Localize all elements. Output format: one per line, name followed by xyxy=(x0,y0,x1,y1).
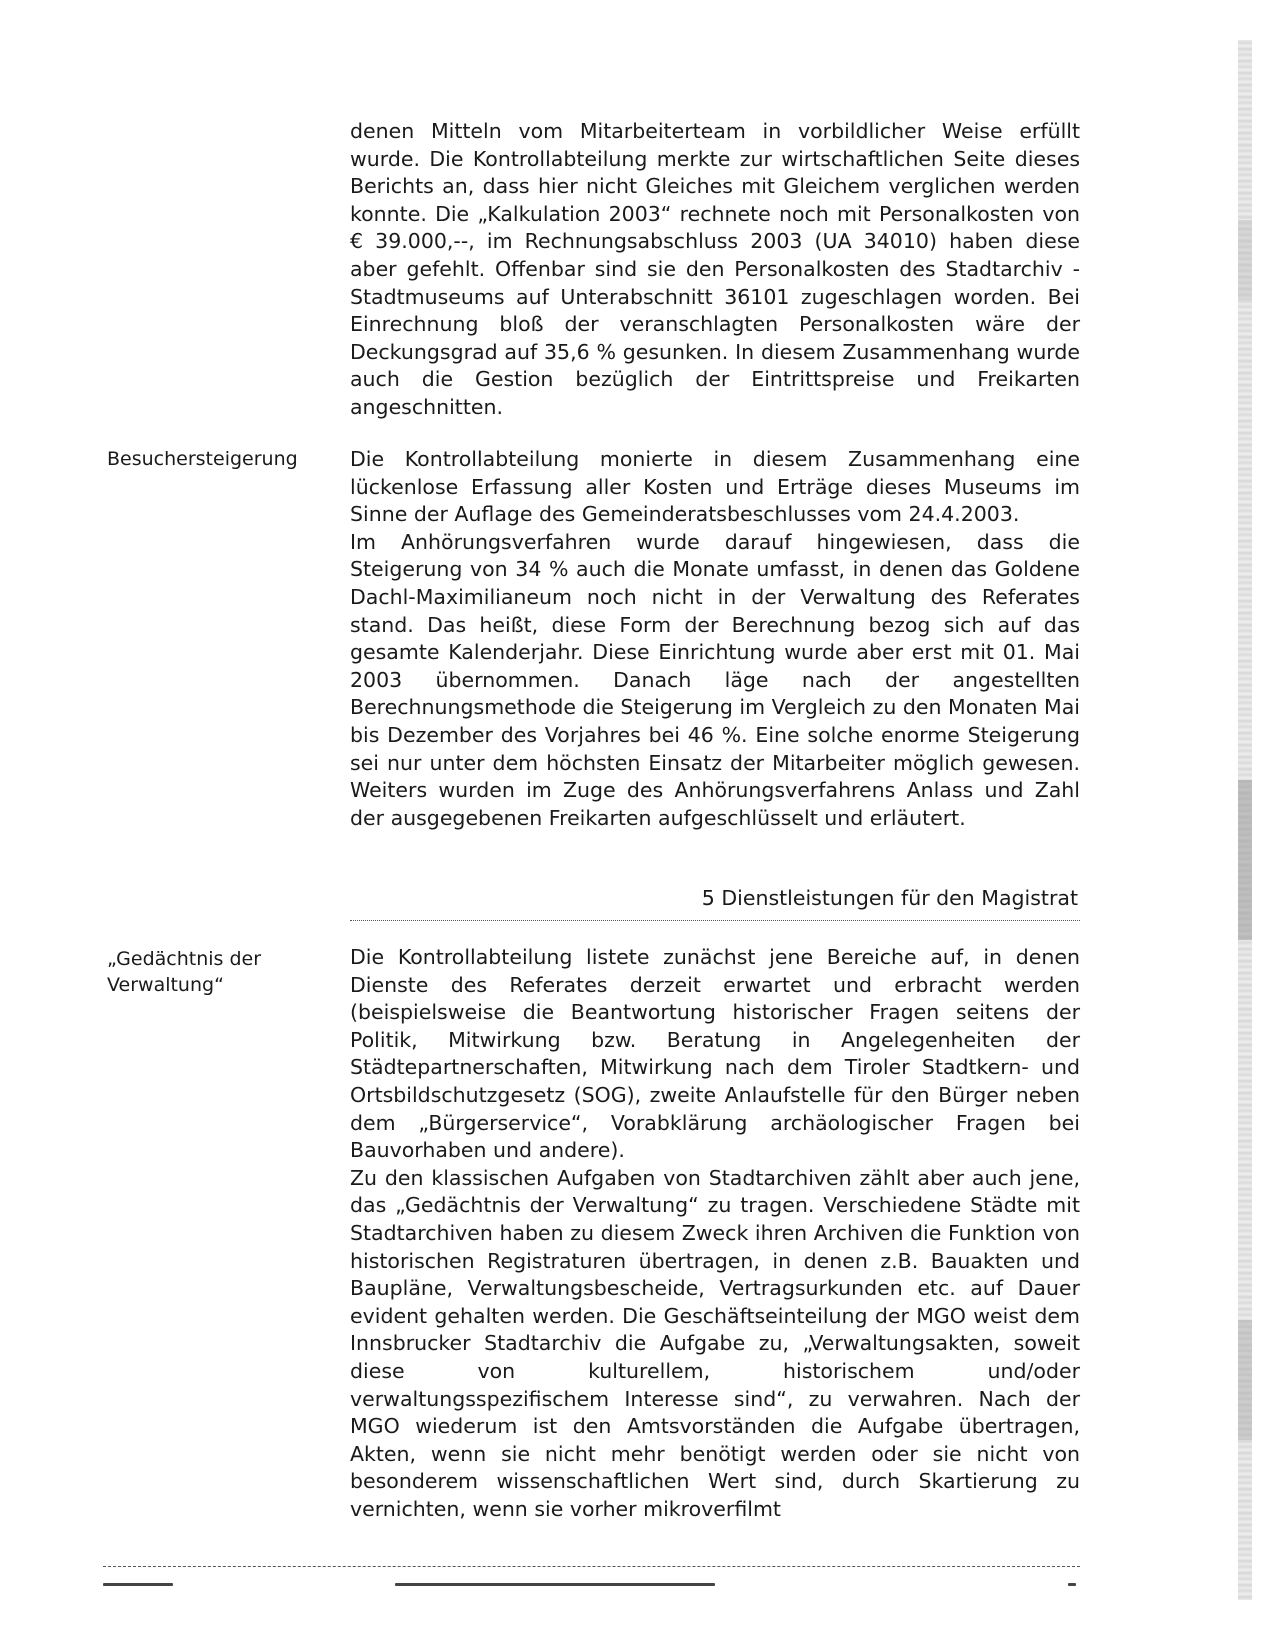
footer-cutoff-text xyxy=(1068,1578,1078,1586)
scan-shadow xyxy=(1238,220,1252,300)
section-title: 5 Dienstleistungen für den Magistrat xyxy=(701,886,1078,910)
gedaechtnis-paragraph-2: Zu den klassischen Aufgaben von Stadtarchiven zählt aber auch jene, das „Gedächtnis der Verwaltung“ zu tragen. Verschiedene Städte mit Stadtarchiven haben zu diesem Zweck ihren Archiven die Funktion von historischen Registraturen übertragen, in denen z.B. Bauakten und Baupläne, Verwaltungsbescheide, Vertragsurkunden etc. auf Dauer evident gehalten werden. Die Geschäftseinteilung der MGO weist dem Innsbrucker Stadtarchiv die Aufgabe zu, „Verwaltungsakten, soweit diese von kulturellem, historischem und/oder verwaltungsspezifischem Interesse sind“, zu verwahren. Nach der MGO wiederum ist den Amtsvorständen die Aufgabe übertragen, Akten, wenn sie nicht mehr benötigt werden oder sie nicht von besonderem wissenschaftlichen Wert sind, durch Skartierung zu vernichten, wenn sie vorher mikroverfilmt xyxy=(350,1165,1080,1521)
besuchersteigerung-text-block xyxy=(350,446,1080,832)
scan-edge-strip xyxy=(1238,40,1252,1600)
footer-cutoff-text xyxy=(395,1578,715,1586)
scan-shadow xyxy=(1238,780,1252,940)
gedaechtnis-text-block xyxy=(350,944,1080,1523)
section-heading xyxy=(350,884,1080,921)
footer-divider xyxy=(103,1566,1080,1567)
intro-text-block xyxy=(350,118,1080,422)
gedaechtnis-paragraph-1: Die Kontrollabteilung listete zunächst jene Bereiche auf, in denen Dienste des Referates derzeit erwartet und erbracht werden (beispielsweise die Beantwortung historischer Fragen seitens der Politik, Mitwirkung bzw. Beratung in Angelegenheiten der Städtepartnerschaften, Mitwirkung nach dem Tiroler Stadtkern- und Ortsbildschutzgesetz (SOG), zweite Anlaufstelle für den Bürger neben dem „Bürgerservice“, Vorabklärung archäologischer Fragen bei Bauvorhaben und andere). xyxy=(350,945,1080,1163)
besuchersteigerung-paragraph-1: Die Kontrollabteilung monierte in diesem Zusammenhang eine lückenlose Erfassung aller Kosten und Erträge dieses Museums im Sinne der Auflage des Gemeinderatsbeschlusses vom 24.4.2003. xyxy=(350,447,1080,527)
side-label-besuchersteigerung: Besuchersteigerung xyxy=(107,448,298,470)
besuchersteigerung-paragraph-2: Im Anhörungsverfahren wurde darauf hingewiesen, dass die Steigerung von 34 % auch die Monate umfasst, in denen das Goldene Dachl-Maximilianeum noch nicht in der Verwaltung des Referates stand. Das heißt, diese Form der Berechnung bezog sich auf das gesamte Kalenderjahr. Diese Einrichtung wurde aber erst mit 01. Mai 2003 übernommen. Danach läge nach der angestellten Berechnungsmethode die Steigerung im Vergleich zu den Monaten Mai bis Dezember des Vorjahres bei 46 %. Eine solche enorme Steigerung sei nur unter dem höchsten Einsatz der Mitarbeiter möglich gewesen. Weiters wurden im Zuge des Anhörungsverfahrens Anlass und Zahl der ausgegebenen Freikarten aufgeschlüsselt und erläutert. xyxy=(350,529,1080,830)
scan-shadow xyxy=(1238,1320,1252,1440)
intro-paragraph: denen Mitteln vom Mitarbeiterteam in vorbildlicher Weise erfüllt wurde. Die Kontrollabteilung merkte zur wirtschaftlichen Seite dieses Berichts an, dass hier nicht Gleiches mit Gleichem verglichen werden konnte. Die „Kalkulation 2003“ rechnete noch mit Personalkosten von € 39.000,--, im Rechnungsabschluss 2003 (UA 34010) haben diese aber gefehlt. Offenbar sind sie den Personalkosten des Stadtarchiv - Stadtmuseums auf Unterabschnitt 36101 zugeschlagen worden. Bei Einrechnung bloß der veranschlagten Personalkosten wäre der Deckungsgrad auf 35,6 % gesunken. In diesem Zusammenhang wurde auch die Gestion bezüglich der Eintrittspreise und Freikarten angeschnitten. xyxy=(350,119,1080,419)
footer-cutoff-text xyxy=(103,1578,173,1586)
side-label-gedaechtnis: „Gedächtnis der Verwaltung“ xyxy=(107,948,262,996)
